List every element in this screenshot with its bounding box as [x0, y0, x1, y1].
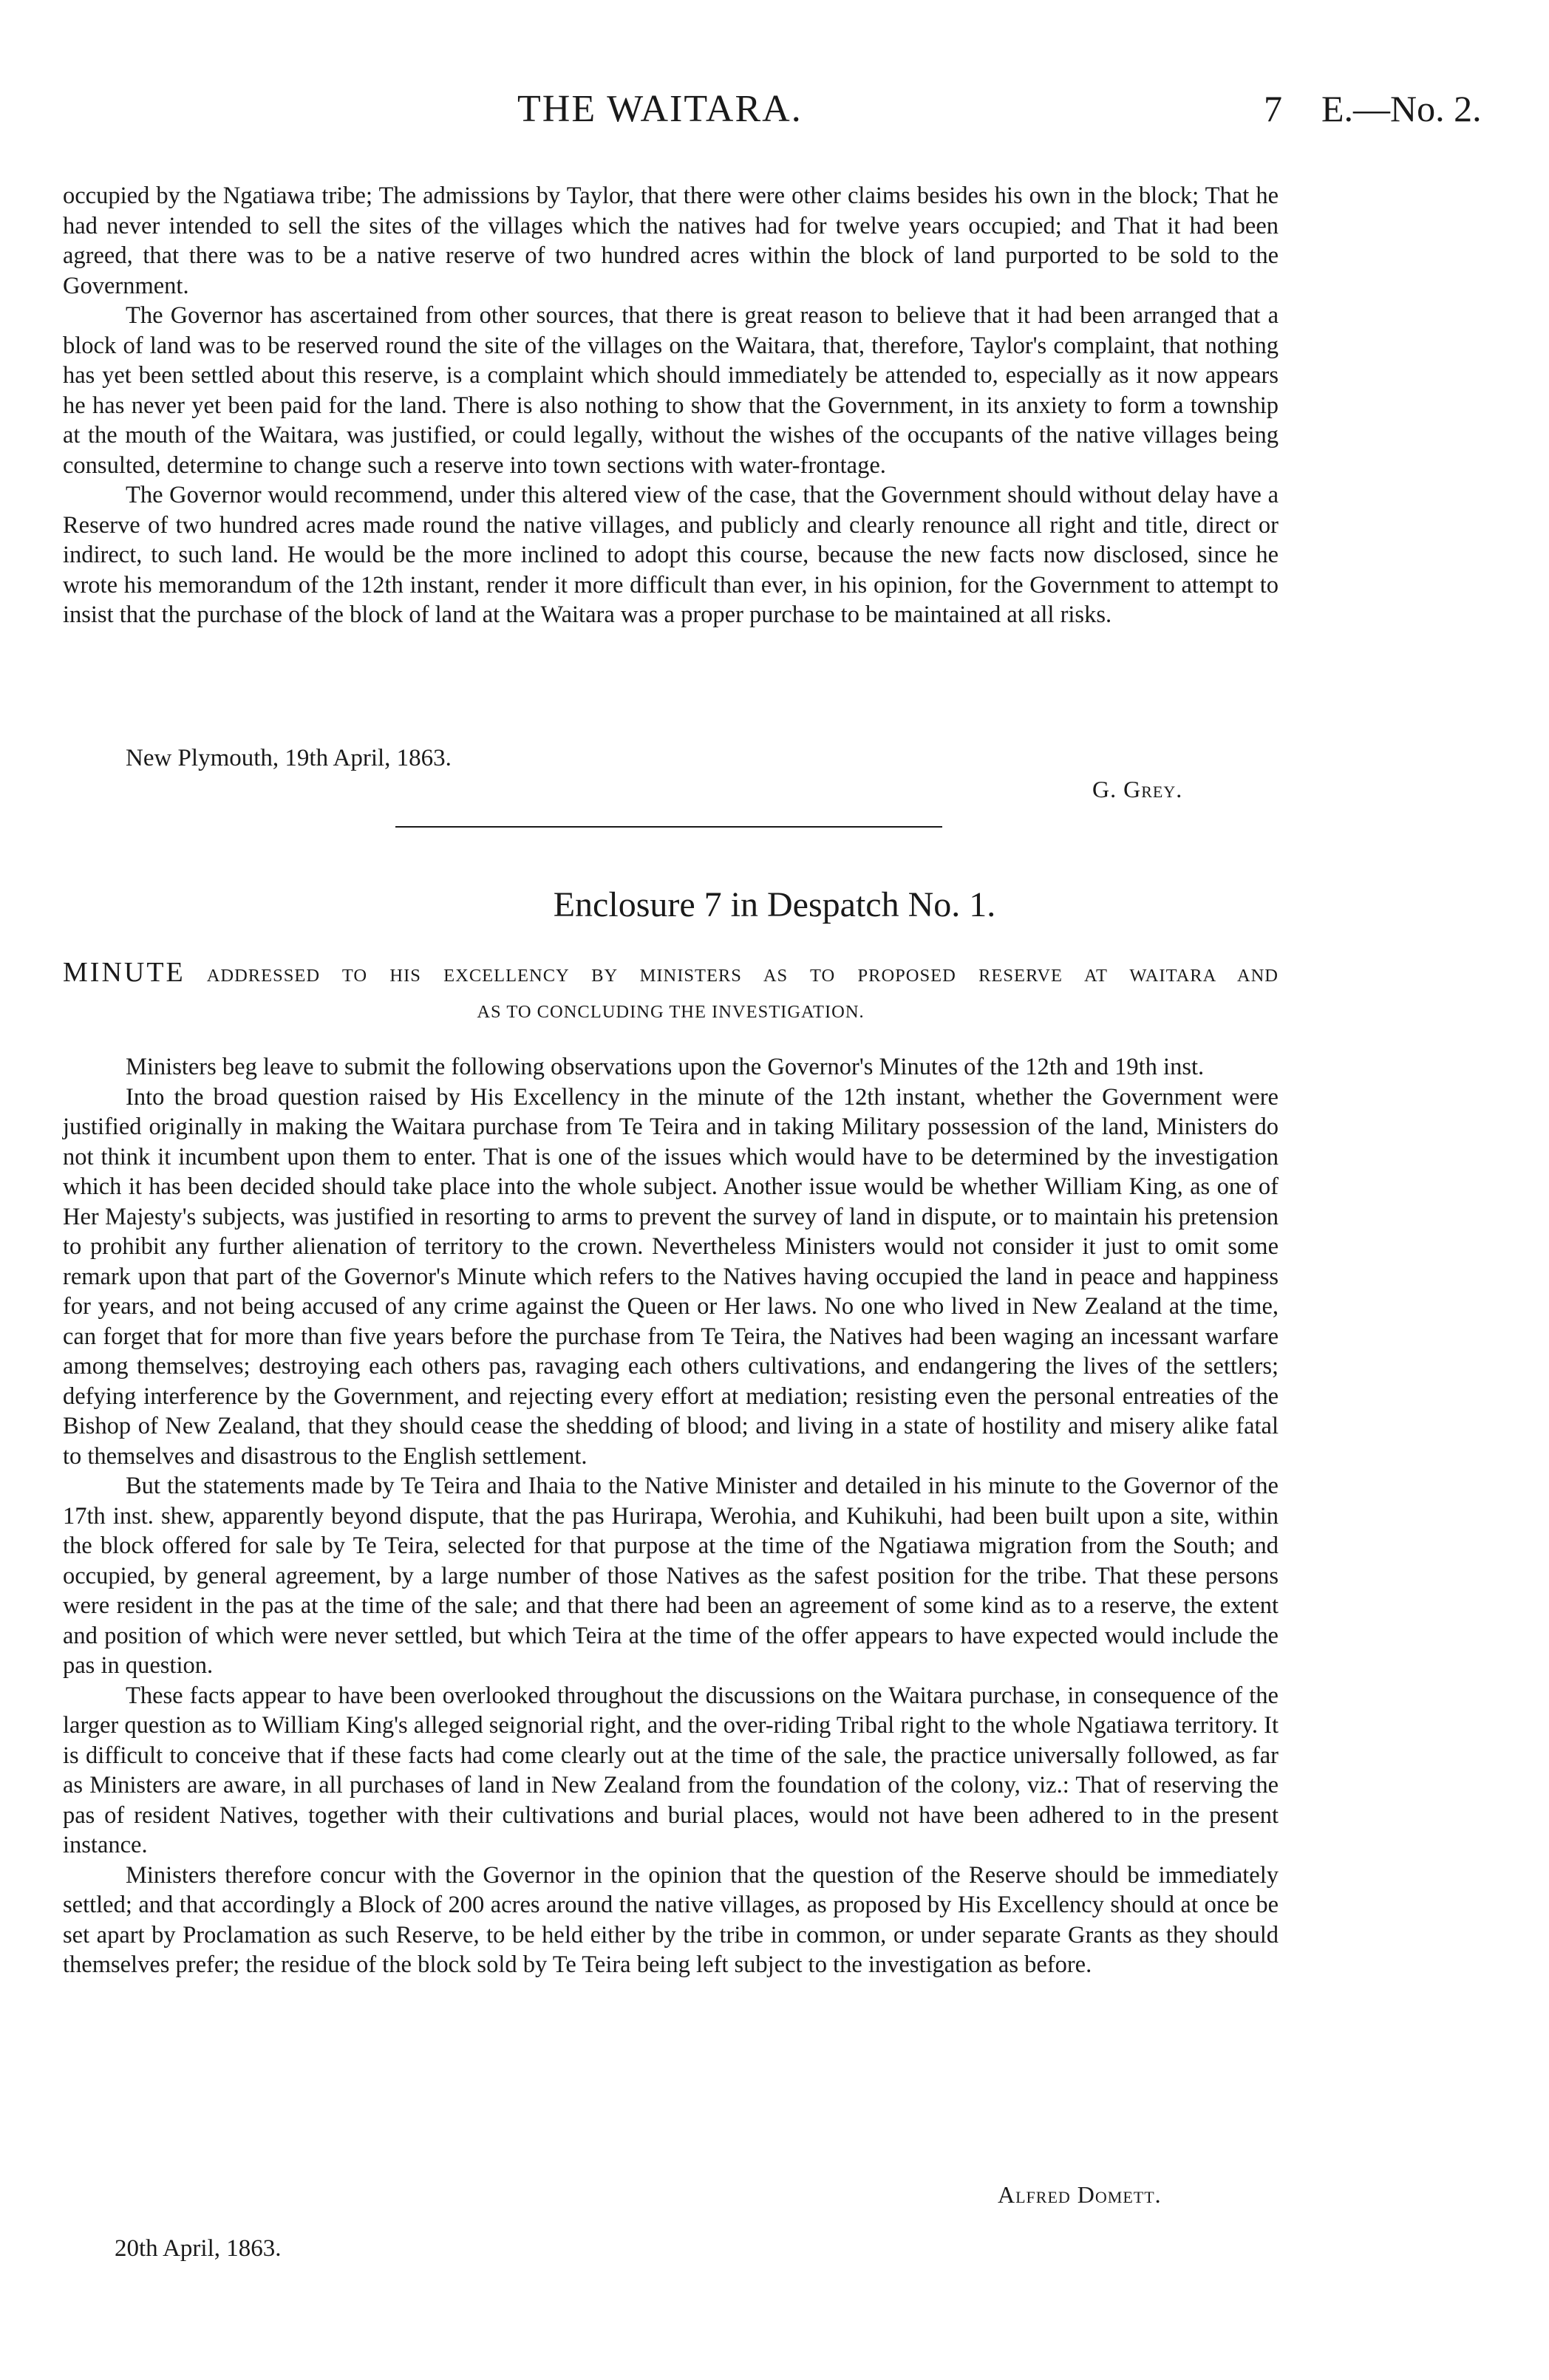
minute-heading-line-2: AS TO CONCLUDING THE INVESTIGATION.	[477, 1002, 865, 1022]
paragraph: Into the broad question raised by His Excellency in the minute of the 12th instant, whether the Government were justified originally in making the Waitara purchase from Te Teira and in taking Military possession of the land, Ministers do not think it incumbent upon them to enter. That is one of the issues which would have to be determined by the investigation which it has been decided should take place into the whole subject. Another issue would be whether William King, as one of Her Majesty's subjects, was justified in resorting to arms to prevent the survey of land in dispute, or to maintain his pretension to prohibit any further alienation of territory to the crown. Nevertheless Ministers would not consider it just to omit some remark upon that part of the Governor's Minute which refers to the Natives having occupied the land in peace and happiness for years, and not being accused of any crime against the Queen or Her laws. No one who lived in New Zealand at the time, can forget that for more than five years before the purchase from Te Teira, the Natives had been waging an incessant warfare among themselves; destroying each others pas, ravaging each others cultivations, and endangering the lives of the settlers; defying interference by the Government, and rejecting every effort at mediation; resisting even the personal entreaties of the Bishop of New Zealand, that they should cease the shedding of blood; and living in a state of hostility and misery alike fatal to themselves and disastrous to the English settlement.	[63, 1083, 1279, 1470]
place-date-line: New Plymouth, 19th April, 1863.	[126, 745, 452, 771]
governor-signature: G. Grey.	[1092, 776, 1183, 802]
ministers-minute-body	[63, 1052, 1279, 1980]
paragraph: The Governor has ascertained from other sources, that there is great reason to believe that it had been arranged that a block of land was to be reserved round the site of the villages on the Waitara, that, therefore, Taylor's complaint, that nothing has yet been settled about this reserve, is a complaint which should immediately be attended to, especially as it now appears he has never yet been paid for the land. There is also nothing to show that the Government, in its anxiety to form a township at the mouth of the Waitara, was justified, or could legally, without the wishes of the occupants of the native villages being consulted, determine to change such a reserve into town sections with water-frontage.	[63, 302, 1279, 479]
paragraph: Ministers beg leave to submit the following observations upon the Governor's Minutes of the 12th and 19th inst.	[126, 1054, 1205, 1080]
minute-heading	[63, 955, 1279, 1030]
enclosure-heading: Enclosure 7 in Despatch No. 1.	[553, 885, 996, 924]
running-title: THE WAITARA.	[517, 88, 803, 130]
minute-heading-line-1	[63, 955, 1279, 994]
paragraph: occupied by the Ngatiawa tribe; The admissions by Taylor, that there were other claims besides his own in the block; That he had never intended to sell the sites of the villages which the natives had for twelve years occupied; and That it had been agreed, that there was to be a native reserve of two hundred acres within the block of land purported to be sold to the Government.	[63, 183, 1279, 299]
paragraph: Ministers therefore concur with the Governor in the opinion that the question of the Reserve should be immediately settled; and that accordingly a Block of 200 acres around the native villages, as proposed by His Excellency should at once be set apart by Proclamation as such Reserve, to be held either by the tribe in common, or under separate Grants as they should themselves prefer; the residue of the block sold by Te Teira being left subject to the investigation as before.	[63, 1861, 1279, 1978]
paper-identifier: E.—No. 2.	[1321, 88, 1482, 129]
page-number: 7	[1264, 88, 1282, 129]
page-header	[0, 87, 1549, 139]
paragraph: These facts appear to have been overlooked throughout the discussions on the Waitara purchase, in consequence of the larger question as to William King's alleged seignorial right, and the over-riding Tribal right to the whole Ngatiawa territory. It is difficult to conceive that if these facts had come clearly out at the time of the sale, the practice universally followed, as far as Ministers are aware, in all purchases of land in New Zealand from the foundation of the colony, viz.: That of reserving the pas of resident Natives, together with their cultivations and burial places, would not have been adhered to in the present instance.	[63, 1682, 1279, 1858]
minute-date-line: 20th April, 1863.	[115, 2235, 282, 2262]
minute-heading-text: ADDRESSED TO HIS EXCELLENCY BY MINISTERS AS TO PROPOSED RESERVE AT WAITARA AND	[206, 966, 1279, 986]
governor-memorandum-body	[63, 181, 1279, 630]
ministers-signature: Alfred Domett.	[998, 2181, 1162, 2208]
section-divider	[395, 826, 942, 828]
paragraph: The Governor would recommend, under this altered view of the case, that the Government should without delay have a Reserve of two hundred acres made round the native villages, and publicly and clearly renounce all right and title, direct or indirect, to such land. He would be the more inclined to adopt this course, because the new facts now disclosed, since he wrote his memorandum of the 12th instant, render it more difficult than ever, in his opinion, for the Government to attempt to insist that the purchase of the block of land at the Waitara was a proper purchase to be maintained at all risks.	[63, 482, 1279, 628]
paragraph: But the statements made by Te Teira and Ihaia to the Native Minister and detailed in his minute to the Governor of the 17th inst. shew, apparently beyond dispute, that the pas Hurirapa, Werohia, and Kuhikuhi, had been built upon a site, within the block offered for sale by Te Teira, selected for that purpose at the time of the Ngatiawa migration from the South; and occupied, by general agreement, by a large number of those Natives as the safest position for the tribe. That these persons were resident in the pas at the time of the sale; and that there had been an agreement of some kind as to a reserve, the extent and position of which were never settled, but which Teira at the time of the offer appears to have expected would include the pas in question.	[63, 1473, 1279, 1679]
minute-word: MINUTE	[63, 957, 185, 988]
